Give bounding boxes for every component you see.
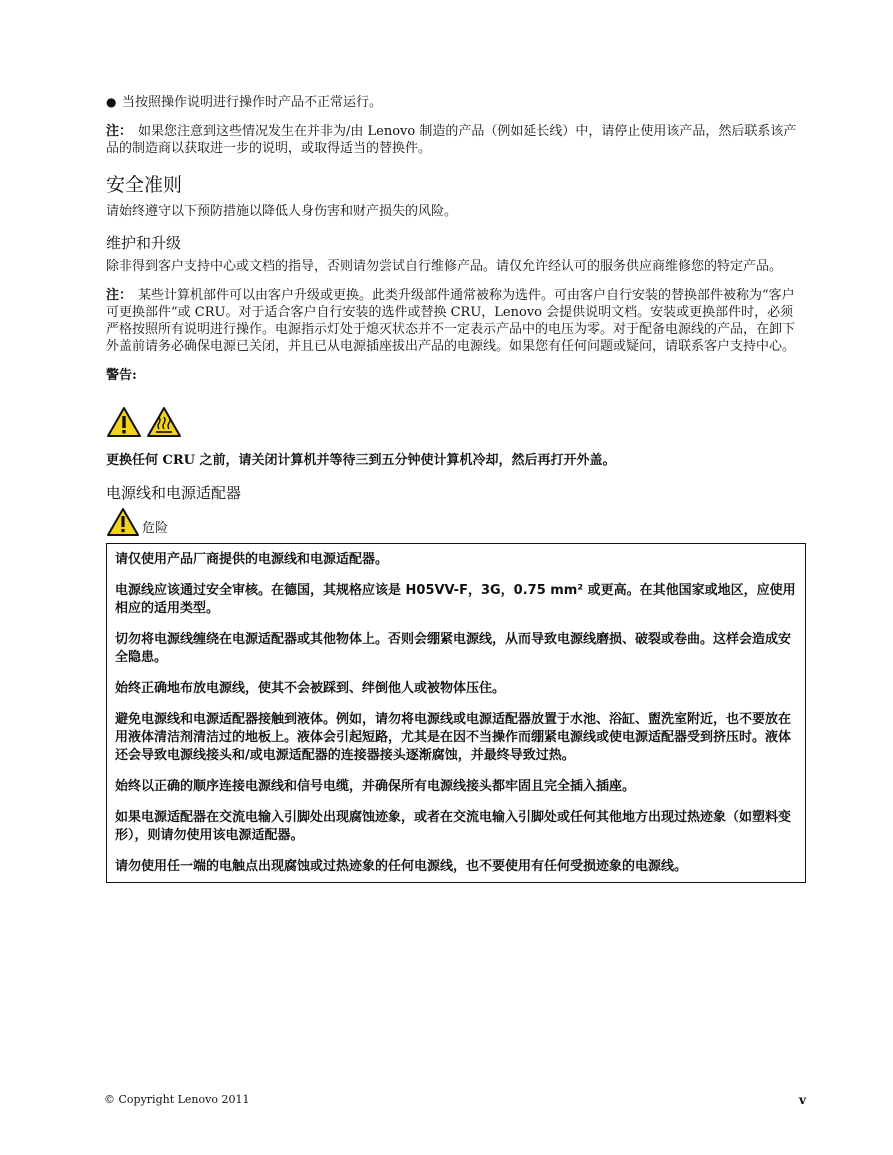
maintenance-note [106, 287, 806, 355]
danger-paragraph: 电源线应该通过安全审核。在德国，其规格应该是 H05VV-F，3G，0.75 mm² 或更高。在其他国家或地区，应使用相应的适用类型。 [115, 583, 796, 616]
hot-surface-icon [146, 406, 182, 438]
list-item [106, 94, 806, 111]
danger-paragraph: 始终以正确的顺序连接电源线和信号电缆，并确保所有电源线接头都牢固且完全插入插座。 [115, 779, 636, 794]
danger-paragraph: 切勿将电源线缠绕在电源适配器或其他物体上。否则会绷紧电源线，从而导致电源线磨损、破裂或卷曲。这样会造成安全隐患。 [115, 632, 792, 665]
section-heading-safety: 安全准则 [106, 174, 183, 196]
copyright-footer: © Copyright Lenovo 2011 [104, 1093, 250, 1106]
danger-triangle-icon [106, 507, 140, 537]
bullet-icon: ● [106, 95, 117, 109]
bullet-text: 当按照操作说明进行操作时产品不正常运行。 [122, 95, 383, 110]
warning-triangle-icon [106, 406, 142, 438]
danger-paragraph: 始终正确地布放电源线，使其不会被踩到、绊倒他人或被物体压住。 [115, 681, 506, 696]
note-label: 注： [106, 288, 133, 303]
note-text: 某些计算机部件可以由客户升级或更换。此类升级部件通常被称为选件。可由客户自行安装的替换部件被称为“客户可更换部件”或 CRU。对于适合客户自行安装的选件或替换 CRU，Lenovo 会提供说明文档。安装或更换部件时，必须严格按照所有说明进行操作。电源指示灯处于熄灭状态并不一定表示产品中的电压为零。对于配备电源线的产品，在卸下外盖前请务必确保电源已关闭，并且已从电源插座拔出产品的电源线。如果您有任何问题或疑问，请联系客户支持中心。 [106, 288, 796, 354]
subsection-heading-power: 电源线和电源适配器 [106, 484, 242, 502]
page-content [106, 94, 806, 883]
danger-paragraph: 如果电源适配器在交流电输入引脚处出现腐蚀迹象，或者在交流电输入引脚处或任何其他地方出现过热迹象（如塑料变形），则请勿使用该电源适配器。 [115, 810, 792, 843]
warning-icons [106, 406, 806, 438]
note-paragraph [106, 123, 806, 157]
warning-label: 警告: [106, 368, 137, 383]
danger-label-row [106, 507, 806, 537]
danger-paragraph: 请勿使用任一端的电触点出现腐蚀或过热迹象的任何电源线，也不要使用有任何受损迹象的电源线。 [115, 859, 688, 874]
maintenance-text: 除非得到客户支持中心或文档的指导，否则请勿尝试自行维修产品。请仅允许经认可的服务供应商维修您的特定产品。 [106, 259, 783, 274]
safety-intro: 请始终遵守以下预防措施以降低人身伤害和财产损失的风险。 [106, 204, 458, 219]
note-text: 如果您注意到这些情况发生在并非为/由 Lenovo 制造的产品（例如延长线）中，请停止使用该产品，然后联系该产品的制造商以获取进一步的说明，或取得适当的替换件。 [106, 124, 797, 156]
danger-label: 危险 [142, 521, 169, 536]
danger-paragraph: 请仅使用产品厂商提供的电源线和电源适配器。 [115, 552, 389, 567]
warning-text: 更换任何 CRU 之前，请关闭计算机并等待三到五分钟使计算机冷却，然后再打开外盖。 [106, 453, 616, 468]
page-number: v [799, 1093, 806, 1107]
note-label: 注： [106, 124, 133, 139]
danger-box [106, 543, 806, 883]
subsection-heading-maintenance: 维护和升级 [106, 234, 182, 252]
danger-paragraph: 避免电源线和电源适配器接触到液体。例如，请勿将电源线或电源适配器放置于水池、浴缸、盥洗室附近，也不要放在用液体清洁剂清洁过的地板上。液体会引起短路，尤其是在因不当操作而绷紧电源线或使电源适配器受到挤压时。液体还会导致电源线接头和/或电源适配器的连接器接头逐渐腐蚀，并最终导致过热。 [115, 712, 792, 763]
